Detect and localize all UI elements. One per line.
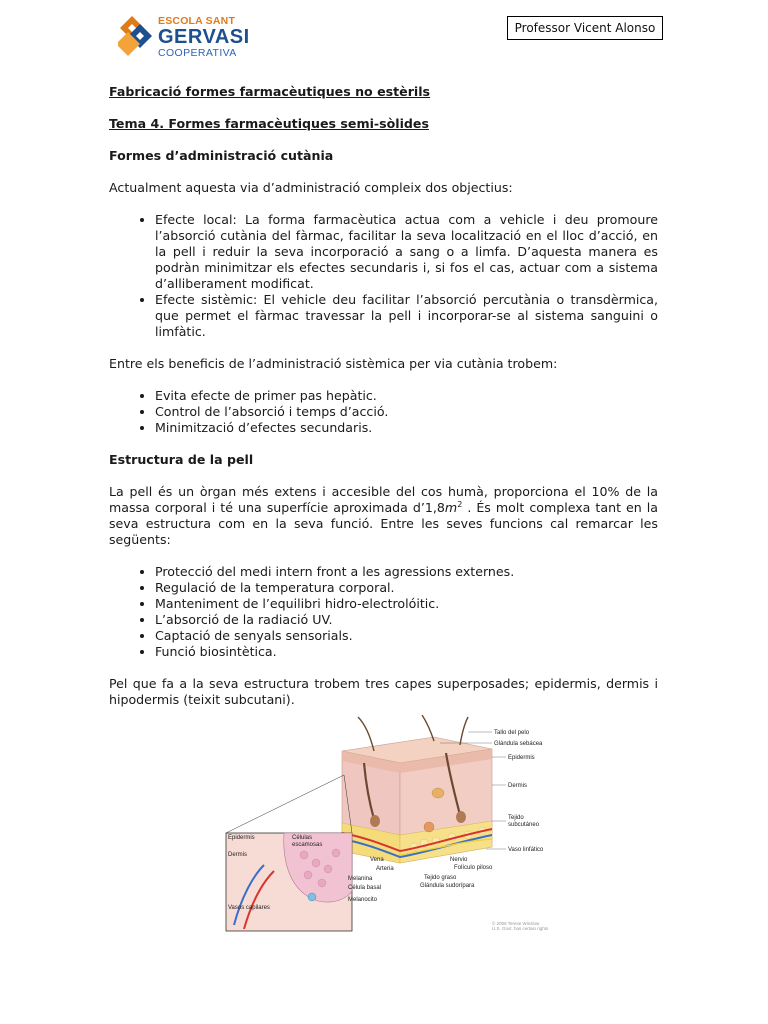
inset-label-celulas-1: Células [292,835,313,841]
skin-paragraph [109,484,658,548]
benefit-item: • Control de l’absorció i temps d’acció. [155,404,658,420]
label-graso: Tejido graso [424,875,457,881]
inset-label-melanocito: Melanocito [348,897,378,903]
logo-wordmark [158,16,250,58]
benefit-item: • Minimització d’efectes secundaris. [155,420,658,436]
logo-line2: GERVASI [158,25,250,48]
label-foliculo: Folículo piloso [454,865,493,871]
function-item: • Protecció del medi intern front a les agressions externes. [155,564,658,580]
function-item: • Regulació de la temperatura corporal. [155,580,658,596]
skin-block [342,715,492,863]
inset-label-epidermis: Epidermis [228,835,255,841]
label-tallo: Tallo del pelo [494,730,530,736]
inset-label-dermis: Dermis [228,852,247,858]
figure-copyright-1: © 2008 Terese Winslow [492,921,540,926]
logo-line3: COOPERATIVA [158,46,237,59]
benefit-item: • Evita efecte de primer pas hepàtic. [155,388,658,404]
objective-systemic: • Efecte sistèmic: El vehicle deu facilitar l’absorció percutània o transdèrmica, que permet el fàrmac travessar la pell i incorporar-se al sistema sanguini o limfàtic. [155,292,658,340]
label-arteria: Arteria [376,866,394,872]
function-item: • Funció biosintètica. [155,644,658,660]
logo-line1: ESCOLA SANT [158,15,236,27]
label-tejido-sub-1: Tejido [508,815,524,821]
objective-local: • Efecte local: La forma farmacèutica actua com a vehicle i deu promoure l’absorció cutània del fàrmac, facilitar la seva localització en el lloc d’acció, en la pell i reduir la seva incorporació a sang o a limfa. D’aquesta manera es podràn minimitzar els efectes secundaris i, si fos el cas, actuar com a sistema d’alliberament modificat. [155,212,658,292]
inset-label-basal: Célula basal [348,885,382,891]
inset-label-vasos: Vasos capilares [228,905,270,911]
label-tejido-sub-2: subcutáneo [508,822,540,828]
benefits-list [109,388,658,436]
unit-m: m [444,500,458,515]
function-item: • Manteniment de l’equilibri hidro-electrolóitic. [155,596,658,612]
skin-structure-figure [224,715,560,933]
label-dermis: Dermis [508,783,527,789]
structure-paragraph: Pel que fa a la seva estructura trobem tres capes superposades; epidermis, dermis i hipodermis (teixit subcutani). [109,676,658,707]
label-vena: Vena [370,857,384,863]
unit-exponent: 2 [457,499,463,509]
label-nervio: Nervio [450,857,468,863]
functions-list [109,564,658,660]
skin-diagram [224,715,560,933]
course-title: Fabricació formes farmacèutiques no estèrils [109,84,431,99]
label-sebacea: Glándula sebácea [494,741,543,747]
section-heading-skin-structure: Estructura de la pell [109,452,254,467]
skin-paragraph-end: . És molt complexa tant en la seva estructura com en la seva funció. Entre les seves funcions cal remarcar les següents: [109,500,658,547]
figure-copyright-2: U.S. Govt. has certain rights [492,926,549,931]
inset-label-melanina: Melanina [348,876,373,882]
label-epidermis: Epidermis [508,755,535,761]
bottom-labels [370,857,493,889]
section-heading-cutaneous: Formes d’administració cutània [109,148,334,163]
objectives-list [109,212,658,340]
function-item: • L’absorció de la radiació UV. [155,612,658,628]
school-logo [118,14,258,62]
skin-paragraph-start: La pell és un òrgan més extens i accesible del cos humà, proporciona el 10% de la massa corporal i té una superfície aproximada d’1,8 [109,484,658,515]
topic-title: Tema 4. Formes farmacèutiques semi-sòlides [109,116,429,131]
inset-label-celulas-2: escamosas [292,842,323,848]
label-vaso-linfatico: Vaso linfático [508,847,544,853]
document-body [109,84,658,708]
professor-name-box: Professor Vicent Alonso [507,16,663,40]
benefits-intro: Entre els beneficis de l’administració sistèmica per via cutània trobem: [109,356,558,371]
section-intro: Actualment aquesta via d’administració compleix dos objectius: [109,180,513,195]
logo-diamond-icon [118,14,156,60]
function-item: • Captació de senyals sensorials. [155,628,658,644]
label-sudoripara: Glándula sudorípara [420,883,475,889]
